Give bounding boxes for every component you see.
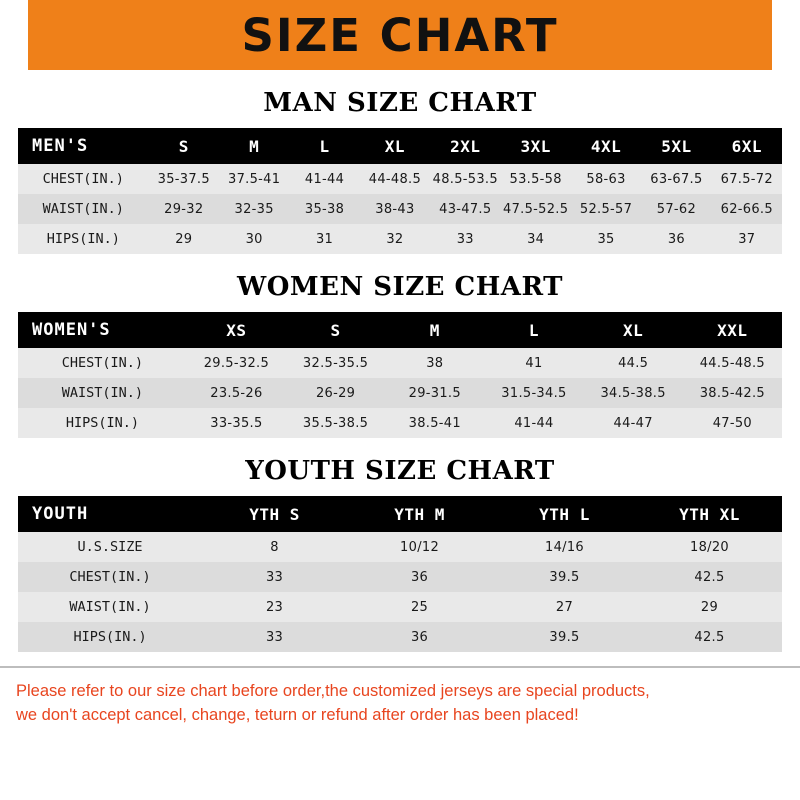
cell-value: 42.5 [694, 629, 725, 645]
cell-value: 25 [410, 599, 429, 615]
cell-value: 57-62 [656, 201, 697, 217]
column-header-size: M [429, 320, 440, 340]
column-header-size: 4XL [590, 136, 622, 156]
cell-value: 41-44 [514, 415, 554, 431]
column-header-category: WOMEN'S [32, 320, 111, 340]
cell-value: 33-35.5 [210, 415, 263, 431]
table-row [18, 164, 782, 194]
cell-value: 23 [265, 599, 284, 615]
table-header-man [18, 128, 782, 164]
column-header-size: 3XL [520, 136, 551, 156]
cell-value: 32 [386, 231, 404, 247]
column-header-size: L [319, 136, 330, 156]
table-header-row [18, 128, 782, 164]
cell-value: 32.5-35.5 [302, 355, 369, 371]
cell-value: 48.5-53.5 [432, 171, 498, 187]
row-label: HIPS(IN.) [73, 629, 147, 645]
section-women-size-chart [0, 272, 800, 438]
column-header-category: YOUTH [32, 504, 89, 524]
row-label: CHEST(IN.) [69, 569, 151, 585]
column-header-size: YTH S [249, 504, 300, 524]
cell-value: 35.5-38.5 [302, 415, 369, 431]
cell-value: 38.5-42.5 [699, 385, 766, 401]
cell-value: 34 [527, 231, 545, 247]
table-row [18, 622, 782, 652]
cell-value: 38.5-41 [408, 415, 461, 431]
row-label: HIPS(IN.) [46, 231, 120, 247]
table-header-row [18, 496, 782, 532]
table-row [18, 532, 782, 562]
cell-value: 39.5 [549, 629, 580, 645]
cell-value: 29 [700, 599, 719, 615]
table-man-size [18, 128, 782, 254]
section-title-women: WOMEN SIZE CHART [237, 272, 563, 302]
header-banner [0, 0, 800, 70]
section-man-size-chart [0, 88, 800, 254]
section-youth-size-chart [0, 456, 800, 652]
column-header-size: 5XL [661, 136, 692, 156]
cell-value: 29.5-32.5 [203, 355, 270, 371]
table-row [18, 194, 782, 224]
column-header-size: XL [623, 320, 644, 340]
column-header-size: XL [384, 136, 406, 156]
cell-value: 33 [265, 569, 284, 585]
cell-value: 30 [245, 231, 263, 247]
cell-value: 35-37.5 [157, 171, 210, 187]
cell-value: 38-43 [375, 201, 415, 217]
cell-value: 43-47.5 [439, 201, 492, 217]
row-label: WAIST(IN.) [42, 201, 124, 217]
cell-value: 14/16 [545, 539, 584, 555]
cell-value: 31 [315, 231, 334, 247]
table-body-man [18, 164, 782, 254]
table-row [18, 408, 782, 438]
table-row [18, 348, 782, 378]
row-label: HIPS(IN.) [65, 415, 139, 431]
cell-value: 42.5 [694, 569, 725, 585]
cell-value: 27 [555, 599, 574, 615]
column-header-size: S [178, 136, 189, 156]
cell-value: 29-32 [164, 201, 204, 217]
disclaimer-note [0, 666, 800, 728]
table-row [18, 562, 782, 592]
table-youth-size [18, 496, 782, 652]
cell-value: 44.5-48.5 [699, 355, 766, 371]
section-title-youth: YOUTH SIZE CHART [245, 456, 555, 486]
cell-value: 35 [597, 231, 615, 247]
table-body-youth [18, 532, 782, 652]
column-header-size: M [249, 136, 260, 156]
section-title-man: MAN SIZE CHART [263, 88, 537, 118]
cell-value: 67.5-72 [720, 171, 773, 187]
column-header-size: L [528, 320, 540, 340]
cell-value: 36 [410, 629, 429, 645]
cell-value: 18/20 [690, 539, 729, 555]
table-row [18, 224, 782, 254]
cell-value: 8 [270, 539, 279, 555]
cell-value: 26-29 [315, 385, 356, 401]
cell-value: 41 [525, 355, 543, 371]
cell-value: 34.5-38.5 [600, 385, 666, 401]
row-label: WAIST(IN.) [69, 599, 151, 615]
table-row [18, 592, 782, 622]
column-header-size: YTH M [394, 504, 445, 524]
cell-value: 44.5 [618, 355, 649, 371]
cell-value: 29 [175, 231, 193, 247]
table-header-youth [18, 496, 782, 532]
table-body-women [18, 348, 782, 438]
cell-value: 52.5-57 [579, 201, 633, 217]
column-header-size: YTH XL [679, 504, 740, 524]
table-row [18, 378, 782, 408]
cell-value: 44-48.5 [368, 171, 422, 187]
cell-value: 31.5-34.5 [501, 385, 567, 401]
cell-value: 58-63 [586, 171, 626, 187]
cell-value: 29-31.5 [408, 385, 461, 401]
column-header-category: MEN'S [32, 136, 89, 156]
table-women-size [18, 312, 782, 438]
row-label: CHEST(IN.) [42, 171, 124, 187]
row-label: CHEST(IN.) [61, 355, 144, 371]
cell-value: 36 [667, 231, 685, 247]
cell-value: 33 [456, 231, 474, 247]
cell-value: 47-50 [712, 415, 752, 431]
cell-value: 38 [426, 355, 444, 371]
cell-value: 53.5-58 [509, 171, 562, 187]
cell-value: 33 [265, 629, 284, 645]
cell-value: 32-35 [234, 201, 274, 217]
cell-value: 37 [738, 231, 756, 247]
cell-value: 35-38 [304, 201, 345, 217]
column-header-size: XXL [717, 320, 748, 340]
column-header-size: 6XL [731, 136, 762, 156]
row-label: U.S.SIZE [77, 539, 143, 555]
cell-value: 47.5-52.5 [503, 201, 569, 217]
cell-value: 10/12 [400, 539, 440, 555]
cell-value: 41-44 [304, 171, 345, 187]
row-label: WAIST(IN.) [61, 385, 144, 401]
cell-value: 36 [410, 569, 429, 585]
table-header-row [18, 312, 782, 348]
disclaimer-line-2: we don't accept cancel, change, teturn or refund after order has been placed! [16, 705, 579, 724]
table-header-women [18, 312, 782, 348]
cell-value: 63-67.5 [650, 171, 703, 187]
page-title: SIZE CHART [241, 8, 559, 62]
cell-value: 37.5-41 [228, 171, 281, 187]
column-header-size: XS [226, 320, 247, 340]
column-header-size: S [330, 320, 341, 340]
cell-value: 39.5 [549, 569, 580, 585]
cell-value: 62-66.5 [720, 201, 773, 217]
cell-value: 44-47 [613, 415, 653, 431]
cell-value: 23.5-26 [210, 385, 263, 401]
column-header-size: 2XL [450, 136, 481, 156]
disclaimer-line-1: Please refer to our size chart before order,the customized jerseys are special products, [16, 682, 650, 700]
column-header-size: YTH L [539, 504, 590, 524]
